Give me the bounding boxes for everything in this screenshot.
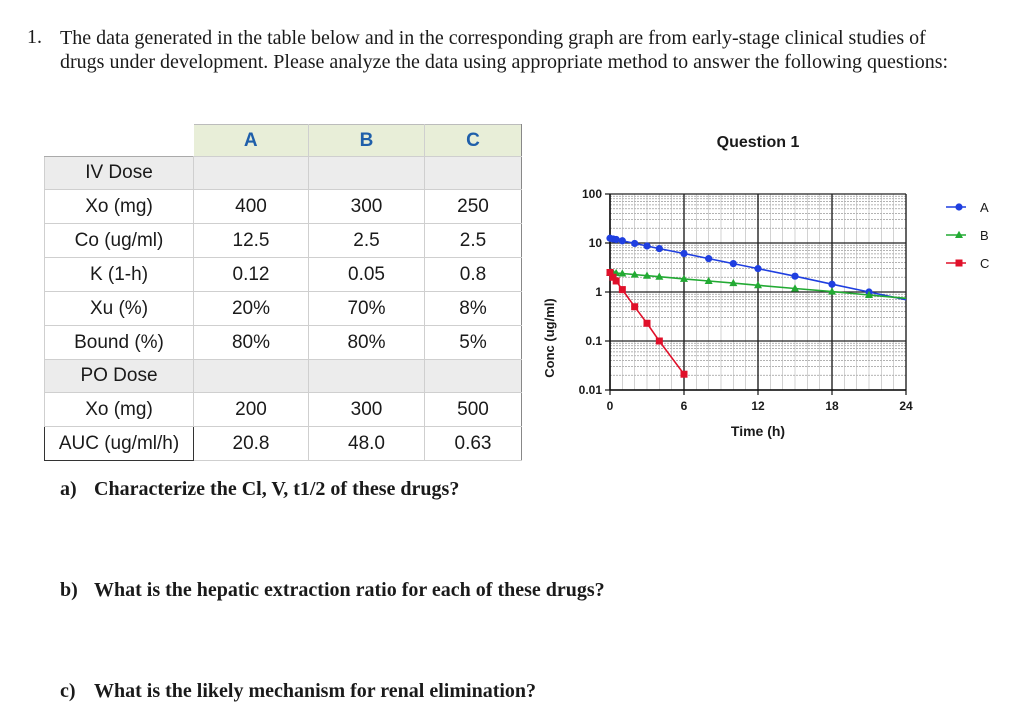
data-point-a [631,240,638,247]
chart-title: Question 1 [716,134,800,151]
table-cell: 20% [194,292,309,326]
data-point-a [955,203,962,210]
table-cell: 200 [194,393,309,427]
table-cell: 2.5 [425,224,522,258]
table-row [45,190,522,224]
table-cell: 0.12 [194,258,309,292]
y-tick-label: 10 [588,236,602,250]
column-header-b: B [309,125,425,157]
table-cell: 2.5 [309,224,425,258]
data-point-a [680,250,687,257]
table-row [45,427,522,461]
question-c-label: c) [60,680,76,702]
table-cell: 0.63 [425,427,522,461]
y-tick-label: 100 [581,187,602,201]
header-blank-cell [45,125,194,157]
table-cell: 20.8 [194,427,309,461]
concentration-time-chart [530,120,1010,450]
iv-dose-section-row [45,157,522,190]
table-header-row [45,125,522,157]
table-cell: 400 [194,190,309,224]
row-label: Xo (mg) [45,190,194,224]
table-cell: 5% [425,326,522,360]
table-cell: 12.5 [194,224,309,258]
data-point-c [631,303,638,310]
table-cell: 70% [309,292,425,326]
data-point-a [828,281,835,288]
question-a-label: a) [60,478,77,500]
data-point-a [643,242,650,249]
column-header-c: C [425,125,522,157]
row-label: Xo (mg) [45,393,194,427]
legend-label-c: C [980,256,990,271]
question-b-text: What is the hepatic extraction ratio for each of these drugs? [94,579,605,601]
question-number: 1. [27,26,42,48]
table-cell: 300 [309,393,425,427]
po-dose-section-row [45,360,522,393]
po-dose-section-label: PO Dose [45,360,194,393]
table-cell: 8% [425,292,522,326]
table-cell: 0.8 [425,258,522,292]
data-point-a [730,260,737,267]
data-point-c [613,277,620,284]
table-cell: 0.05 [309,258,425,292]
y-tick-label: 0.01 [578,383,602,397]
table-row [45,258,522,292]
x-tick-label: 12 [751,399,765,413]
table-cell: 80% [309,326,425,360]
y-axis-label: Conc (ug/ml) [542,298,557,378]
section-cell [194,157,309,190]
table-cell: 300 [309,190,425,224]
question-c [60,680,536,703]
table-row [45,393,522,427]
data-point-c [656,338,663,345]
data-point-a [619,237,626,244]
iv-dose-section-label: IV Dose [45,157,194,190]
data-point-a [656,245,663,252]
question-b-label: b) [60,579,78,601]
x-axis-label: Time (h) [730,423,786,439]
section-cell [309,157,425,190]
question-c-text: What is the likely mechanism for renal elimination? [94,680,537,702]
x-tick-label: 18 [825,399,839,413]
x-tick-label: 0 [606,399,614,413]
row-label: Xu (%) [45,292,194,326]
x-tick-label: 6 [680,399,688,413]
table-row [45,224,522,258]
data-point-a [754,265,761,272]
question-a [60,478,459,501]
legend-label-a: A [980,200,989,215]
table-row [45,326,522,360]
row-label: K (1-h) [45,258,194,292]
legend-label-b: B [980,228,989,243]
table-row [45,292,522,326]
data-point-c [681,371,688,378]
data-point-a [613,236,620,243]
table-cell: 250 [425,190,522,224]
question-b [60,579,605,602]
drug-data-table [44,124,522,461]
section-cell [425,157,522,190]
data-point-c [956,260,963,267]
data-point-c [644,320,651,327]
table-cell: 500 [425,393,522,427]
data-point-c [619,286,626,293]
data-point-a [791,273,798,280]
section-cell [309,360,425,393]
question-intro: The data generated in the table below and in the corresponding graph are from early-stage clinical studies of drugs under development. Please analyze the data using appropriate method to answer the following questions: [60,27,949,73]
question-a-text: Characterize the Cl, V, t1/2 of these drugs? [94,478,460,500]
row-label: AUC (ug/ml/h) [45,427,194,461]
row-label: Bound (%) [45,326,194,360]
x-tick-label: 24 [899,399,913,413]
data-point-a [705,255,712,262]
row-label: Co (ug/ml) [45,224,194,258]
y-tick-label: 0.1 [585,334,602,348]
section-cell [425,360,522,393]
table-cell: 48.0 [309,427,425,461]
column-header-a: A [194,125,309,157]
chart-legend [946,200,989,271]
table-cell: 80% [194,326,309,360]
section-cell [194,360,309,393]
y-tick-label: 1 [595,285,602,299]
